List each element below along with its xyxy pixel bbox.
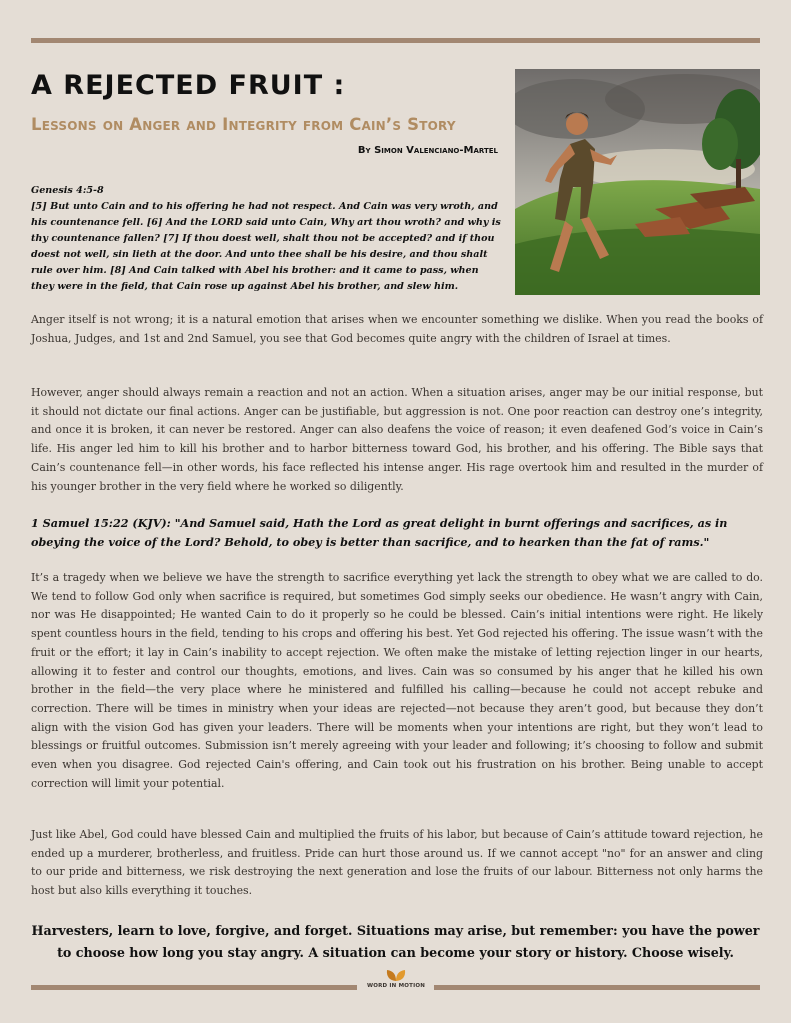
- cain-painting-illustration: [515, 69, 760, 295]
- body-paragraph-2: However, anger should always remain a reaction and not an action. When a situation arises, anger may be our initial response, but it should not dictate our final actions. Anger can be justifiable, but aggression is not. One poor reaction can destroy one’s integrity, and once it is broken, it can never be restored. Anger can also deafens the voice of reason; it even deafened God’s voice in Cain’s life. His anger led him to kill his brother and to harbor bitterness toward God, his brother, and his offering. The Bible says that Cain’s countenance fell—in other words, his face reflected his intense anger. His rage overtook him and resulted in the murder of his younger brother in the very field where he worked so diligently.: [31, 386, 763, 493]
- page-subtitle: Lessons on Anger and Integrity from Cain’s Story: [31, 115, 456, 134]
- scripture-block: [31, 183, 501, 295]
- footer-divider-right: [434, 985, 760, 990]
- body-paragraph-4: Just like Abel, God could have blessed Cain and multiplied the fruits of his labor, but because of Cain’s attitude toward rejection, he ended up a murderer, brotherless, and fruitless. Pride can hurt those around us. If we cannot accept "no" for an answer and cling to our pride and bitterness, we risk destroying the next generation and lose the fruits of our labour. Bitterness not only harms the host but also kills everything it touches.: [31, 828, 763, 898]
- scripture-text: [5] But unto Cain and to his offering he had not respect. And Cain was very wroth, and his countenance fell. [6] And the LORD said unto Cain, Why art thou wroth? and why is thy countenance fallen? [7] If thou doest well, shalt thou not be accepted? and if thou doest not well, sin lieth at the door. And unto thee shall be his desire, and thou shalt rule over him. [8] And Cain talked with Abel his brother: and it came to pass, when they were in the field, that Cain rose up against Abel his brother, and slew him.: [31, 201, 501, 292]
- body-paragraph-1: Anger itself is not wrong; it is a natural emotion that arises when we encounter something we dislike. When you read the books of Joshua, Judges, and 1st and 2nd Samuel, you see that God becomes quite angry with the children of Israel at times.: [31, 313, 763, 345]
- scripture-reference: Genesis 4:5-8: [31, 185, 104, 196]
- word-in-motion-logo: [360, 968, 432, 990]
- logo-text: WORD IN MOTION: [366, 983, 426, 989]
- footer-divider-left: [31, 985, 357, 990]
- closing-exhortation: Harvesters, learn to love, forgive, and forget. Situations may arise, but remember: you have the power to choose how long you stay angry. A situation can become your story or history. Choose wisely.: [31, 923, 760, 960]
- leaf-logo-icon: [384, 968, 408, 982]
- top-divider: [31, 38, 760, 43]
- scripture-quote: 1 Samuel 15:22 (KJV): "And Samuel said, Hath the Lord as great delight in burnt offerings and sacrifices, as in obeying the voice of the Lord? Behold, to obey is better than sacrifice, and to hearken than the fat of rams.": [31, 516, 728, 549]
- body-paragraph-3: It’s a tragedy when we believe we have the strength to sacrifice everything yet lack the strength to obey what we are called to do. We tend to follow God only when sacrifice is required, but sometimes God simply seeks our obedience. He wasn’t angry with Cain, nor was He disappointed; He wanted Cain to do it properly so he could be blessed. Cain’s initial intentions were right. He likely spent countless hours in the field, tending to his crops and offering his best. Yet God rejected his offering. The issue wasn’t with the fruit or the effort; it lay in Cain’s inability to accept rejection. We often make the mistake of letting rejection linger in our hearts, allowing it to fester and control our thoughts, emotions, and lives. Cain was so consumed by his anger that he killed his own brother in the field—the very place where he ministered and fulfilled his calling—because he could not accept rebuke and correction. There will be times in ministry when your ideas are rejected—not because they aren’t good, but because they don’t align with the vision God has given your leaders. There will be moments when your intentions are right, but they won’t lead to blessings or fruitful outcomes. Submission isn’t merely agreeing with your leader and following; it’s choosing to follow and submit even when you disagree. God rejected Cain's offering, and Cain took out his frustration on his brother. Being unable to accept correction will limit your potential.: [31, 571, 763, 790]
- author-byline: By Simon Valenciano-Martel: [357, 145, 498, 156]
- page-title: A REJECTED FRUIT :: [31, 70, 346, 101]
